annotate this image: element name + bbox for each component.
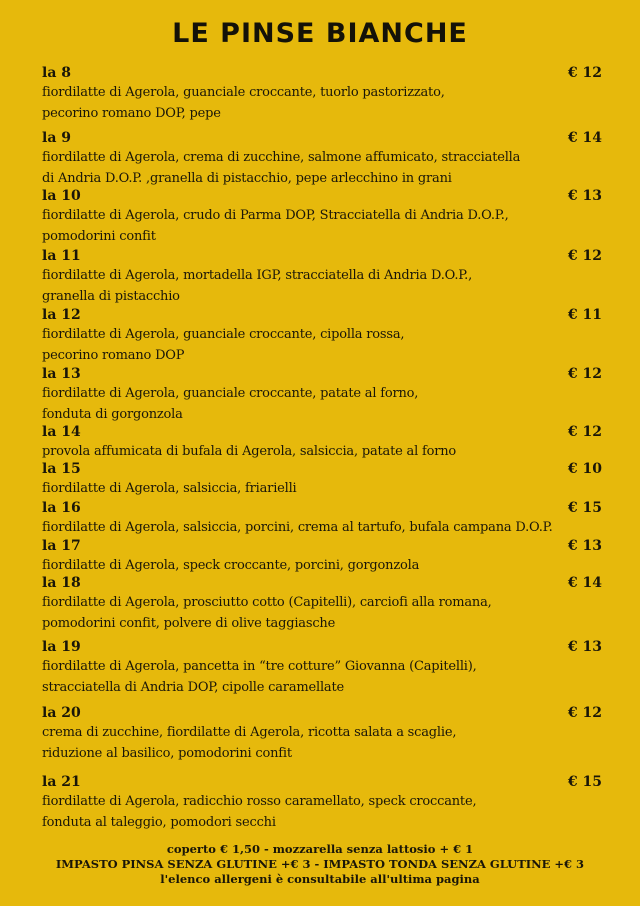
item-description: crema di zucchine, fiordilatte di Agerola, ricotta salata a scaglie, riduzione al basilico, pomodorini confit [42, 725, 457, 761]
menu-item-la-19 [42, 638, 602, 698]
item-price: € 13 [567, 639, 602, 655]
item-name: la 8 [42, 65, 72, 81]
item-price: € 15 [567, 774, 602, 790]
item-name: la 11 [42, 248, 81, 264]
item-description: fiordilatte di Agerola, guanciale croccante, patate al forno, fonduta di gorgonzola [42, 386, 419, 422]
menu-item-la-20 [42, 704, 602, 764]
item-description: fiordilatte di Agerola, speck croccante, porcini, gorgonzola [42, 558, 420, 573]
item-description: fiordilatte di Agerola, mortadella IGP, stracciatella di Andria D.O.P., granella di pistacchio [42, 268, 473, 304]
menu-item-la-10 [42, 187, 602, 247]
item-name: la 21 [42, 774, 81, 790]
item-name: la 10 [42, 188, 81, 204]
item-name: la 12 [42, 307, 81, 323]
menu-footer [0, 842, 640, 887]
item-price: € 10 [567, 461, 602, 477]
item-description: fiordilatte di Agerola, crema di zucchine, salmone affumicato, stracciatella di Andria D.O.P. ,granella di pistacchio, pepe arlecchino in grani [42, 150, 521, 186]
menu-item-la-18 [42, 574, 602, 634]
item-price: € 13 [567, 188, 602, 204]
item-name: la 13 [42, 366, 81, 382]
footer-allergens-note: l'elenco allergeni è consultabile all'ultima pagina [160, 872, 480, 886]
item-price: € 12 [567, 424, 602, 440]
menu-item-la-16 [42, 499, 602, 538]
item-name: la 15 [42, 461, 81, 477]
menu-item-la-12 [42, 306, 602, 366]
menu-item-la-13 [42, 365, 602, 425]
footer-cover-charge: coperto € 1,50 - mozzarella senza lattosio + € 1 [166, 842, 474, 856]
menu-item-la-17 [42, 537, 602, 576]
item-price: € 12 [567, 65, 602, 81]
item-price: € 12 [567, 248, 602, 264]
menu-item-la-15 [42, 460, 602, 499]
item-name: la 16 [42, 500, 81, 516]
item-name: la 19 [42, 639, 81, 655]
menu-item-la-14 [42, 423, 602, 462]
item-description: provola affumicata di bufala di Agerola, salsiccia, patate al forno [42, 444, 457, 459]
item-description: fiordilatte di Agerola, crudo di Parma DOP, Stracciatella di Andria D.O.P., pomodorini confit [42, 208, 509, 244]
item-price: € 12 [567, 705, 602, 721]
item-name: la 14 [42, 424, 81, 440]
item-description: fiordilatte di Agerola, radicchio rosso caramellato, speck croccante, fonduta al taleggio, pomodori secchi [42, 794, 477, 830]
item-description: fiordilatte di Agerola, prosciutto cotto (Capitelli), carciofi alla romana, pomodorini confit, polvere di olive taggiasche [42, 595, 492, 631]
item-name: la 20 [42, 705, 81, 721]
item-price: € 14 [567, 130, 602, 146]
item-price: € 11 [567, 307, 602, 323]
item-price: € 14 [567, 575, 602, 591]
item-price: € 12 [567, 366, 602, 382]
item-description: fiordilatte di Agerola, guanciale croccante, tuorlo pastorizzato, pecorino romano DOP, pepe [42, 85, 445, 121]
item-name: la 9 [42, 130, 72, 146]
item-description: fiordilatte di Agerola, salsiccia, friarielli [42, 481, 297, 496]
menu-item-la-21 [42, 773, 602, 833]
menu-item-la-9 [42, 129, 602, 189]
footer-gluten-free: IMPASTO PINSA SENZA GLUTINE +€ 3 - IMPASTO TONDA SENZA GLUTINE +€ 3 [55, 857, 585, 871]
item-price: € 15 [567, 500, 602, 516]
item-description: fiordilatte di Agerola, pancetta in “tre cotture” Giovanna (Capitelli), stracciatella di Andria DOP, cipolle caramellate [42, 659, 477, 695]
item-name: la 17 [42, 538, 81, 554]
item-description: fiordilatte di Agerola, guanciale croccante, cipolla rossa, pecorino romano DOP [42, 327, 405, 363]
item-price: € 13 [567, 538, 602, 554]
item-name: la 18 [42, 575, 81, 591]
menu-title: LE PINSE BIANCHE [172, 18, 468, 49]
menu-item-la-11 [42, 247, 602, 307]
menu-item-la-8 [42, 64, 602, 124]
item-description: fiordilatte di Agerola, salsiccia, porcini, crema al tartufo, bufala campana D.O.P. [42, 520, 553, 535]
